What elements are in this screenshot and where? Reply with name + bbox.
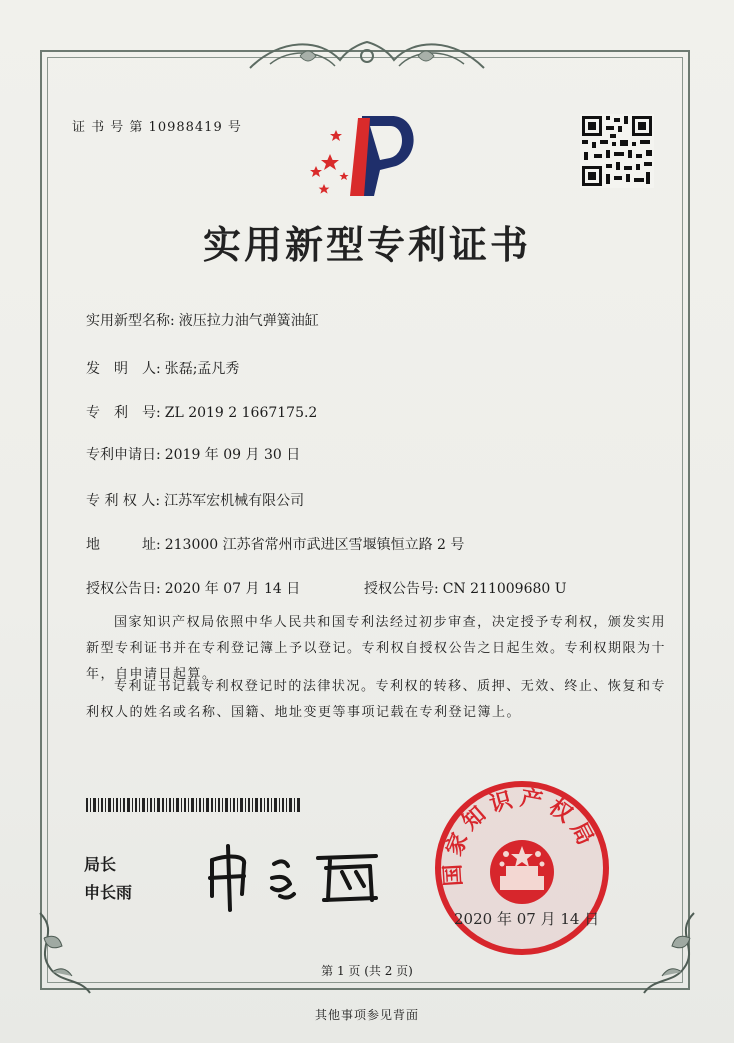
official-seal — [434, 780, 610, 956]
field-grant-date — [86, 578, 300, 598]
qr-code — [580, 114, 654, 188]
body-paragraph-2: 专利证书记载专利权登记时的法律状况。专利权的转移、质押、无效、终止、恢复和专利权人的姓名或名称、国籍、地址变更等事项记载在专利登记簿上。 — [86, 679, 666, 720]
grant-publication-label: 授权公告号: — [364, 581, 439, 597]
field-patentee — [86, 490, 304, 510]
model-name-value: 液压拉力油气弹簧油缸 — [178, 313, 319, 329]
grant-date-value: 2020 年 07 月 14 日 — [164, 581, 301, 597]
patent-number-value: ZL 2019 2 1667175.2 — [164, 405, 318, 421]
top-ornament — [240, 38, 494, 74]
svg-text:国家知识产权局: 国家知识产权局 — [440, 785, 601, 887]
field-grant-publication — [364, 578, 567, 598]
bottom-left-ornament — [30, 908, 100, 998]
body-paragraph-1: 国家知识产权局依照中华人民共和国专利法经过初步审查，决定授予专利权，颁发实用新型专利证书并在专利登记簿上予以登记。专利权自授权公告之日起生效。专利权期限为十年，自申请日起算。 — [86, 615, 667, 682]
patentee-value: 江苏军宏机械有限公司 — [164, 493, 305, 509]
field-model-name — [86, 310, 319, 330]
certificate-number-label: 证 书 号 第 — [72, 120, 144, 135]
page-number: 第 1 页 (共 2 页) — [321, 964, 413, 978]
model-name-label: 实用新型名称: — [86, 313, 175, 329]
certificate-title: 实用新型专利证书 — [202, 222, 531, 267]
filing-date-value: 2019 年 09 月 30 日 — [164, 447, 301, 463]
inventor-value: 张磊;孟凡秀 — [164, 361, 240, 377]
inventor-label: 发 明 人: — [86, 361, 161, 377]
address-label: 地 址: — [86, 537, 161, 553]
grant-date-label: 授权公告日: — [86, 581, 161, 597]
barcode — [86, 798, 300, 812]
field-inventor — [86, 358, 239, 378]
field-patent-number — [86, 402, 317, 422]
field-address — [86, 534, 464, 554]
certificate-number-value: 10988419 — [148, 120, 223, 135]
filing-date-label: 专利申请日: — [86, 447, 161, 463]
patentee-label: 专 利 权 人: — [86, 493, 161, 509]
back-note: 其他事项参见背面 — [314, 1008, 419, 1022]
seal-date: 2020 年 07 月 14 日 — [454, 910, 600, 928]
certificate-number-suffix: 号 — [227, 120, 242, 135]
director-title: 局长 — [84, 855, 117, 874]
director-name: 申长雨 — [84, 883, 133, 902]
address-value: 213000 江苏省常州市武进区雪堰镇恒立路 2 号 — [164, 537, 465, 553]
grant-publication-value: CN 211009680 U — [442, 581, 567, 597]
handwritten-signature — [200, 838, 390, 918]
patent-number-label: 专 利 号: — [86, 405, 161, 421]
cnipa-logo-icon — [300, 108, 420, 198]
field-filing-date — [86, 444, 300, 464]
bottom-right-ornament — [634, 908, 704, 998]
certificate-number — [72, 116, 242, 135]
